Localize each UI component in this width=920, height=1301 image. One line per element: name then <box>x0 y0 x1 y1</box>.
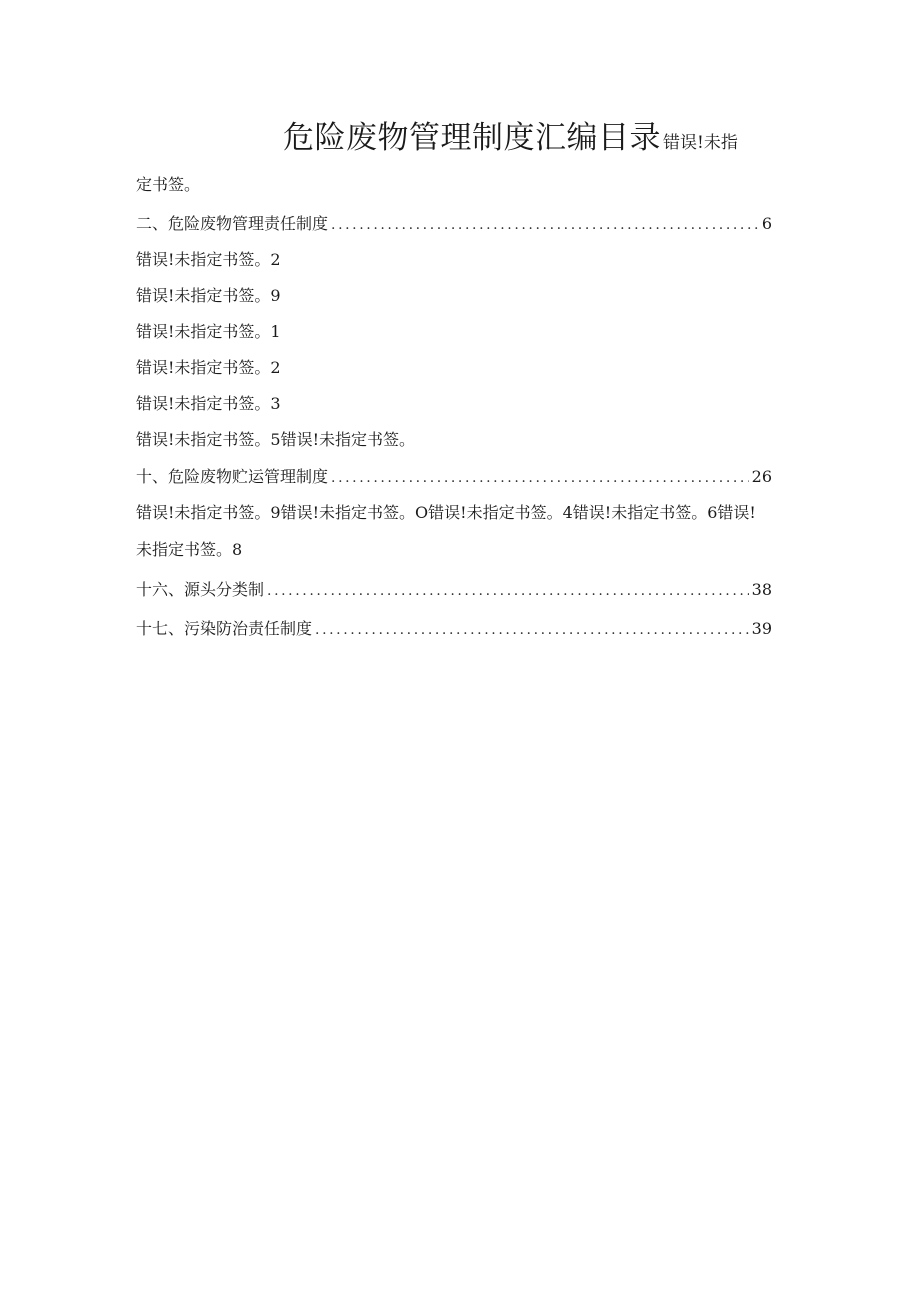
toc-entry-label: 错误!未指定书签。2 <box>136 358 281 377</box>
toc-entry-page: 26 <box>751 467 772 486</box>
toc-entry[interactable] <box>136 320 281 344</box>
toc-entry-label: 十七、污染防治责任制度 <box>136 619 313 638</box>
toc-entry-label: 错误!未指定书签。3 <box>136 394 281 413</box>
dot-leader <box>331 466 749 490</box>
toc-entry[interactable] <box>136 212 772 236</box>
toc-entry[interactable] <box>136 248 281 272</box>
toc-entry[interactable] <box>136 284 281 308</box>
dot-leader <box>315 618 749 642</box>
toc-entry[interactable] <box>136 356 281 380</box>
toc-entry-label: 十六、源头分类制 <box>136 580 265 599</box>
toc-entry[interactable] <box>136 578 772 602</box>
title-main-text: 危险废物管理制度汇编目录 <box>283 120 661 156</box>
dot-leader <box>267 579 749 603</box>
toc-entry-page: 6 <box>761 214 772 233</box>
toc-entry-label: 二、危险废物管理责任制度 <box>136 214 329 233</box>
toc-entry[interactable] <box>136 428 415 452</box>
document-title <box>283 114 738 167</box>
toc-entry-label: 错误!未指定书签。5错误!未指定书签。 <box>136 430 416 449</box>
toc-entry-page: 38 <box>751 580 772 599</box>
title-continuation: 定书签。 <box>136 175 201 194</box>
title-error-text: 错误!未指 <box>663 133 738 153</box>
toc-entry-label: 错误!未指定书签。2 <box>136 250 281 269</box>
toc-entry-page: 39 <box>751 619 772 638</box>
toc-entry-label: 错误!未指定书签。1 <box>136 322 281 341</box>
toc-entry[interactable] <box>136 465 772 489</box>
toc-entry[interactable] <box>136 538 242 562</box>
toc-entry-label: 错误!未指定书签。9错误!未指定书签。O错误!未指定书签。4错误!未指定书签。6错误! <box>136 503 756 522</box>
toc-entry[interactable] <box>136 501 756 525</box>
toc-entry[interactable] <box>136 392 281 416</box>
toc-entry[interactable] <box>136 617 772 641</box>
toc-entry-label: 错误!未指定书签。9 <box>136 286 281 305</box>
dot-leader <box>331 213 759 237</box>
toc-entry-label: 未指定书签。8 <box>136 540 243 559</box>
toc-entry-label: 十、危险废物贮运管理制度 <box>136 467 329 486</box>
